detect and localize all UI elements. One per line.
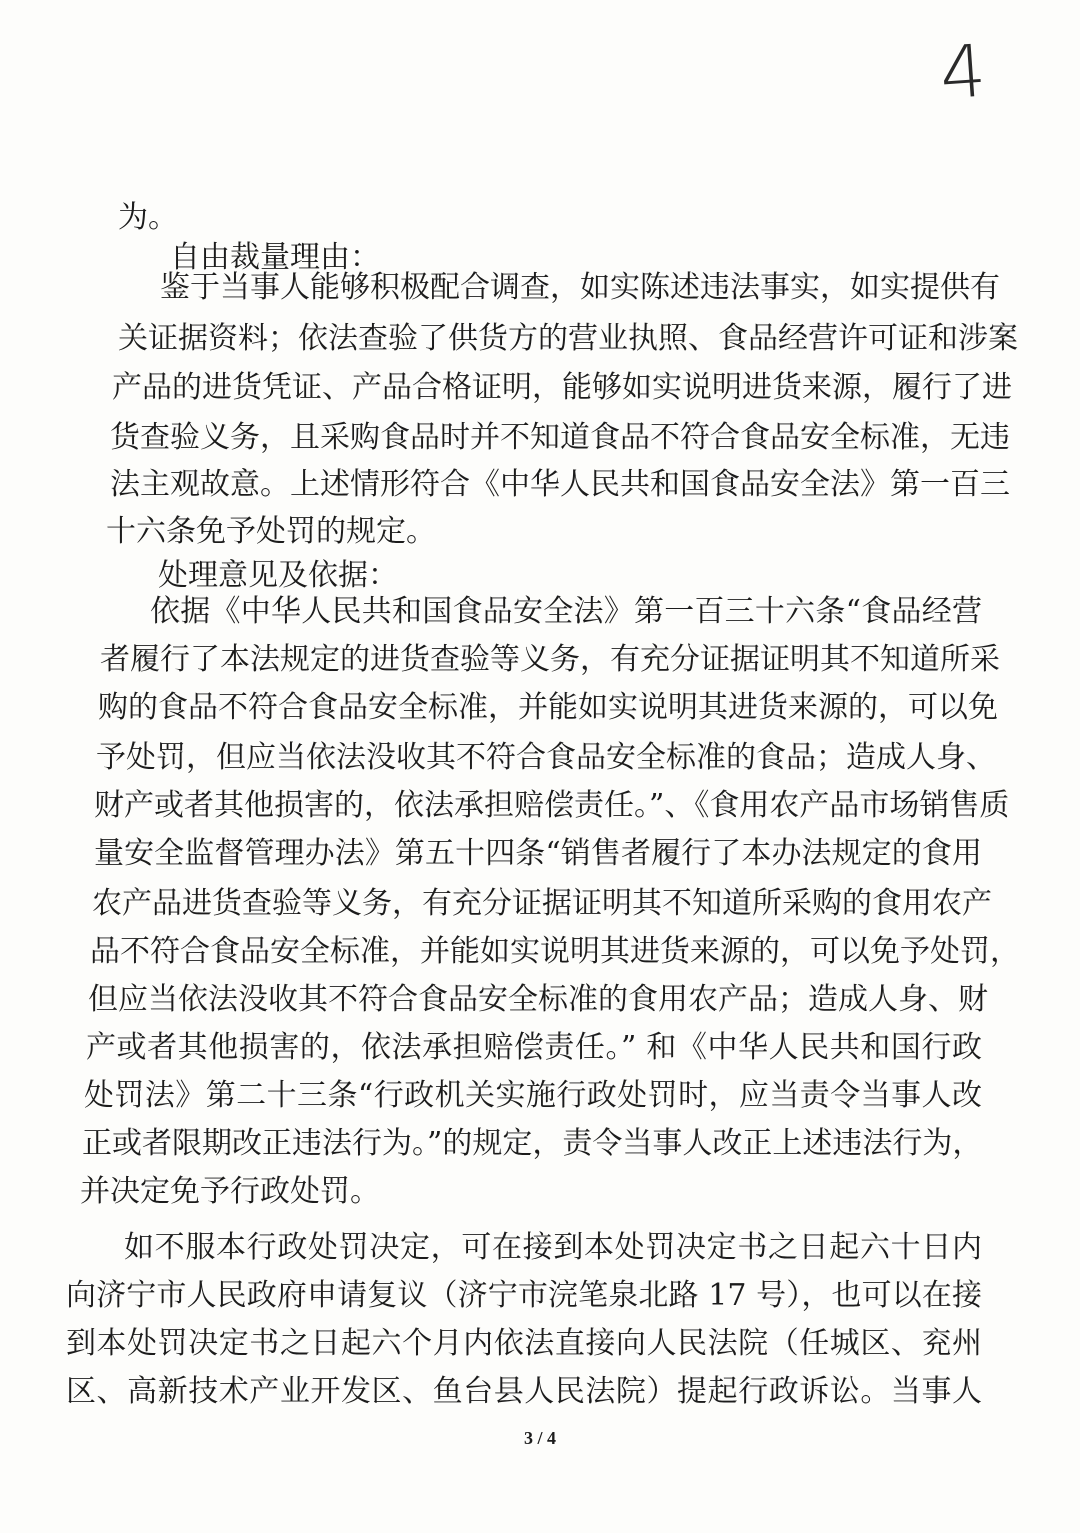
text-line: 品不符合食品安全标准，并能如实说明其进货来源的，可以免予处罚， [90, 934, 1020, 969]
text-line: 量安全监督管理办法》第五十四条“销售者履行了本办法规定的食用 [94, 836, 982, 871]
text-line: 鉴于当事人能够积极配合调查，如实陈述违法事实，如实提供有 [160, 270, 1000, 305]
text-line: 正或者限期改正违法行为。”的规定，责令当事人改正上述违法行为， [82, 1126, 983, 1161]
text-line: 货查验义务，且采购食品时并不知道食品不符合食品安全标准，无违 [110, 420, 1010, 455]
text-line: 向济宁市人民政府申请复议（济宁市浣笔泉北路 17 号），也可以在接 [66, 1278, 982, 1313]
text-line: 如不服本行政处罚决定，可在接到本处罚决定书之日起六十日内 [124, 1230, 982, 1265]
text-line: 产或者其他损害的，依法承担赔偿责任。” 和《中华人民共和国行政 [86, 1030, 982, 1065]
text-line: 产品的进货凭证、产品合格证明，能够如实说明进货来源，履行了进 [112, 370, 1012, 405]
text-line: 为。 [118, 200, 178, 235]
text-line: 财产或者其他损害的，依法承担赔偿责任。”、《食用农产品市场销售质 [94, 788, 1010, 823]
text-line: 农产品进货查验等义务，有充分证据证明其不知道所采购的食用农产 [92, 886, 992, 921]
text-line: 处罚法》第二十三条“行政机关实施行政处罚时，应当责令当事人改 [84, 1078, 982, 1113]
page-number: 3 / 4 [523, 1428, 556, 1448]
text-line: 依据《中华人民共和国食品安全法》第一百三十六条“食品经营 [150, 594, 982, 629]
text-line: 区、高新技术产业开发区、鱼台县人民法院）提起行政诉讼。当事人 [66, 1374, 982, 1409]
text-line: 并决定免予行政处罚。 [80, 1174, 380, 1209]
section-heading-handling: 处理意见及依据： [158, 558, 398, 593]
handwritten-page-mark: 4 [937, 28, 989, 116]
text-line: 者履行了本法规定的进货查验等义务，有充分证据证明其不知道所采 [100, 642, 1000, 677]
text-line: 但应当依法没收其不符合食品安全标准的食用农产品；造成人身、财 [88, 982, 988, 1017]
text-line: 予处罚，但应当依法没收其不符合食品安全标准的食品；造成人身、 [96, 740, 996, 775]
text-line: 关证据资料；依法查验了供货方的营业执照、食品经营许可证和涉案 [118, 321, 1018, 356]
text-line: 法主观故意。上述情形符合《中华人民共和国食品安全法》第一百三 [110, 467, 1010, 502]
text-line: 十六条免予处罚的规定。 [106, 514, 436, 549]
text-line: 到本处罚决定书之日起六个月内依法直接向人民法院（任城区、兖州 [66, 1326, 982, 1361]
section-heading-discretion: 自由裁量理由： [170, 240, 380, 275]
text-line: 购的食品不符合食品安全标准，并能如实说明其进货来源的，可以免 [98, 690, 998, 725]
